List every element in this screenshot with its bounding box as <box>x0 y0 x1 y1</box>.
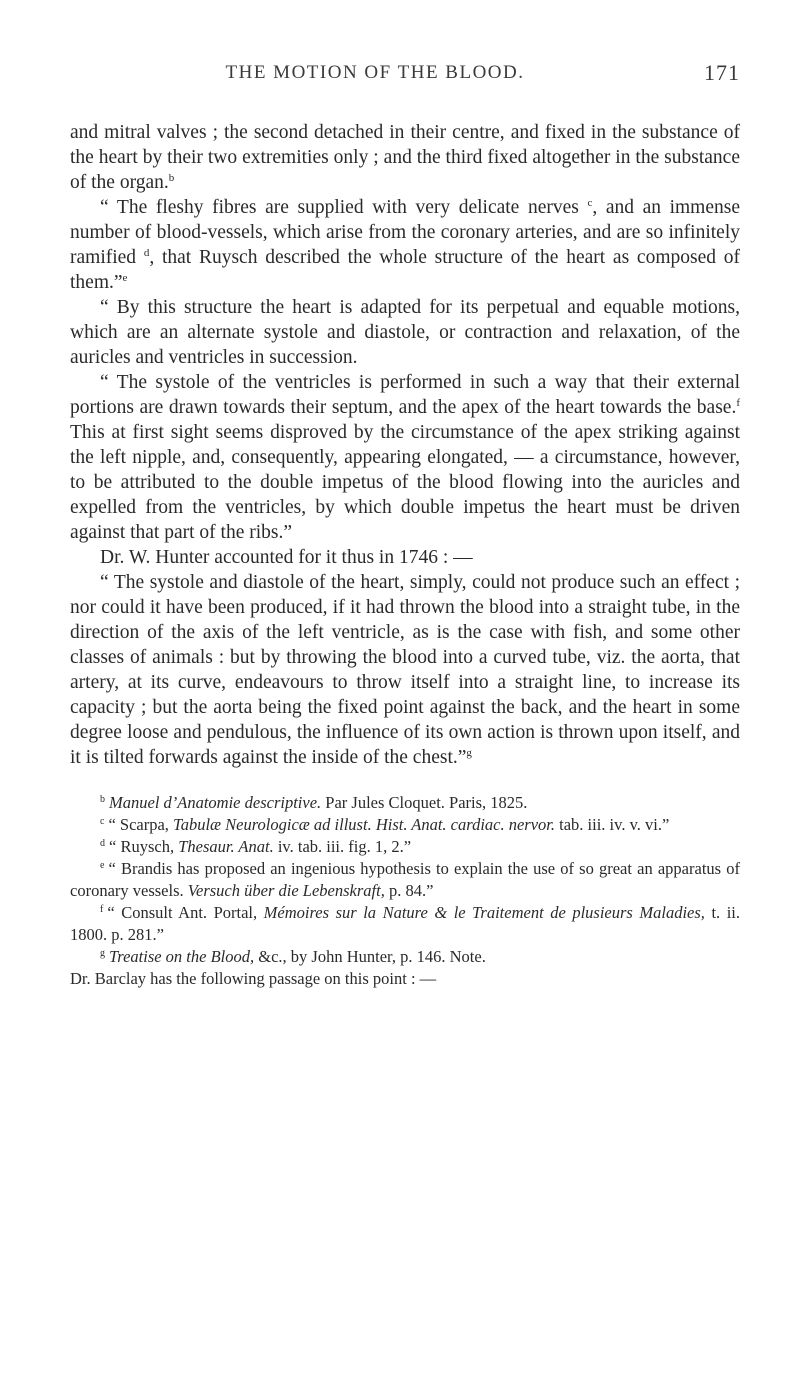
footnote-ref-c: c <box>587 197 593 209</box>
footnote-mark-c: c <box>100 816 105 827</box>
footnote-d-pre: “ Ruysch, <box>109 837 179 856</box>
footnote-e-rest: p. 84.” <box>384 881 434 900</box>
footnote-e-pre: “ Brandis has proposed an ingenious hypothesis to explain the use of so great an apparatus of coronary vessels. <box>70 859 740 900</box>
footnote-mark-f: f <box>100 904 104 915</box>
footnote-ref-e: e <box>122 272 128 284</box>
running-head <box>70 62 740 102</box>
footnote-e-title: Versuch über die Lebenskraft, <box>187 881 385 900</box>
paragraph-6 <box>70 570 740 770</box>
footnote-mark-d: d <box>100 838 105 849</box>
footnote-tail: Dr. Barclay has the following passage on this point : — <box>70 969 437 988</box>
footnote-ref-d: d <box>143 247 150 259</box>
footnote-g-title: Treatise on the Blood, <box>109 947 255 966</box>
footnote-g-rest: &c., by John Hunter, p. 146. Note. <box>254 947 486 966</box>
footnote-mark-g: g <box>100 948 105 959</box>
footnote-ref-g: g <box>466 747 472 759</box>
paragraph-1 <box>70 120 740 195</box>
footnote-ref-b: b <box>168 172 175 184</box>
footnote-b-title: Manuel d’Anatomie descriptive. <box>109 793 322 812</box>
footnote-b-rest: Par Jules Cloquet. Paris, 1825. <box>321 793 528 812</box>
footnotes <box>70 792 740 990</box>
paragraph-5: Dr. W. Hunter accounted for it thus in 1746 : — <box>100 547 473 568</box>
footnote-c-title: Tabulæ Neurologicæ ad illust. Hist. Anat. cardiac. nervor. <box>173 815 556 834</box>
paragraph-2-text-c: , that Ruysch described the whole structure of the heart as composed of them.” <box>70 247 740 293</box>
footnote-f-rest: t. ii. 1800. p. 281.” <box>70 903 740 944</box>
book-page <box>70 62 740 990</box>
paragraph-4-text-b: This at first sight seems disproved by the circumstance of the apex striking against the left nipple, and, consequently, appearing elongated, — a circumstance, however, to be attributed to the double impetus of the blood flowing into the auricles and expelled from the ventricles, by which double impetus the heart must be driven against that part of the ribs.” <box>70 422 740 543</box>
footnote-f <box>70 902 740 946</box>
page-number: 171 <box>704 60 740 85</box>
paragraph-2-text-b: , and an immense number of blood-vessels, which arise from the coronary arteries, and are so infinitely ramified <box>70 197 740 268</box>
paragraph-4-text-a: “ The systole of the ventricles is performed in such a way that their external portions are drawn towards their septum, and the apex of the heart towards the base. <box>70 372 740 418</box>
running-title: THE MOTION OF THE BLOOD. <box>225 62 525 83</box>
footnote-c <box>70 814 740 836</box>
body-text <box>70 120 740 770</box>
footnote-d-rest: iv. tab. iii. fig. 1, 2.” <box>273 837 412 856</box>
paragraph-2 <box>70 195 740 295</box>
footnote-f-title: Mémoires sur la Nature & le Traitement de plusieurs Maladies, <box>263 903 705 922</box>
footnote-mark-b: b <box>100 794 105 805</box>
footnote-b <box>70 792 740 814</box>
paragraph-4 <box>70 370 740 545</box>
footnote-g <box>70 946 740 968</box>
footnote-ref-f: f <box>736 397 740 409</box>
paragraph-2-text-a: “ The fleshy fibres are supplied with very delicate nerves <box>100 197 588 218</box>
footnote-d-title: Thesaur. Anat. <box>178 837 274 856</box>
paragraph-3: “ By this structure the heart is adapted for its perpetual and equable motions, which are an alternate systole and diastole, or contraction and relaxation, of the auricles and ventricles in succession. <box>70 297 740 368</box>
footnote-c-rest: tab. iii. iv. v. vi.” <box>555 815 670 834</box>
footnote-e <box>70 858 740 902</box>
paragraph-1-text: and mitral valves ; the second detached in their centre, and fixed in the substance of the heart by their two extremities only ; and the third fixed altogether in the substance of the organ. <box>70 122 740 193</box>
footnote-d <box>70 836 740 858</box>
footnote-f-pre: “ Consult Ant. Portal, <box>107 903 264 922</box>
paragraph-6-text: “ The systole and diastole of the heart, simply, could not produce such an effect ; nor could it have been produced, if it had thrown the blood into a straight tube, in the direction of the axis of the left ventricle, as is the case with fish, and some other classes of animals : but by throwing the blood into a curved tube, viz. the aorta, that artery, at its curve, endeavours to throw itself into a straight line, to increase its capacity ; but the aorta being the fixed point against the back, and the heart in some degree loose and pendulous, the influence of its own action is thrown upon itself, and it is tilted forwards against the inside of the chest.” <box>70 572 740 768</box>
footnote-mark-e: e <box>100 860 105 871</box>
footnote-c-pre: “ Scarpa, <box>108 815 174 834</box>
